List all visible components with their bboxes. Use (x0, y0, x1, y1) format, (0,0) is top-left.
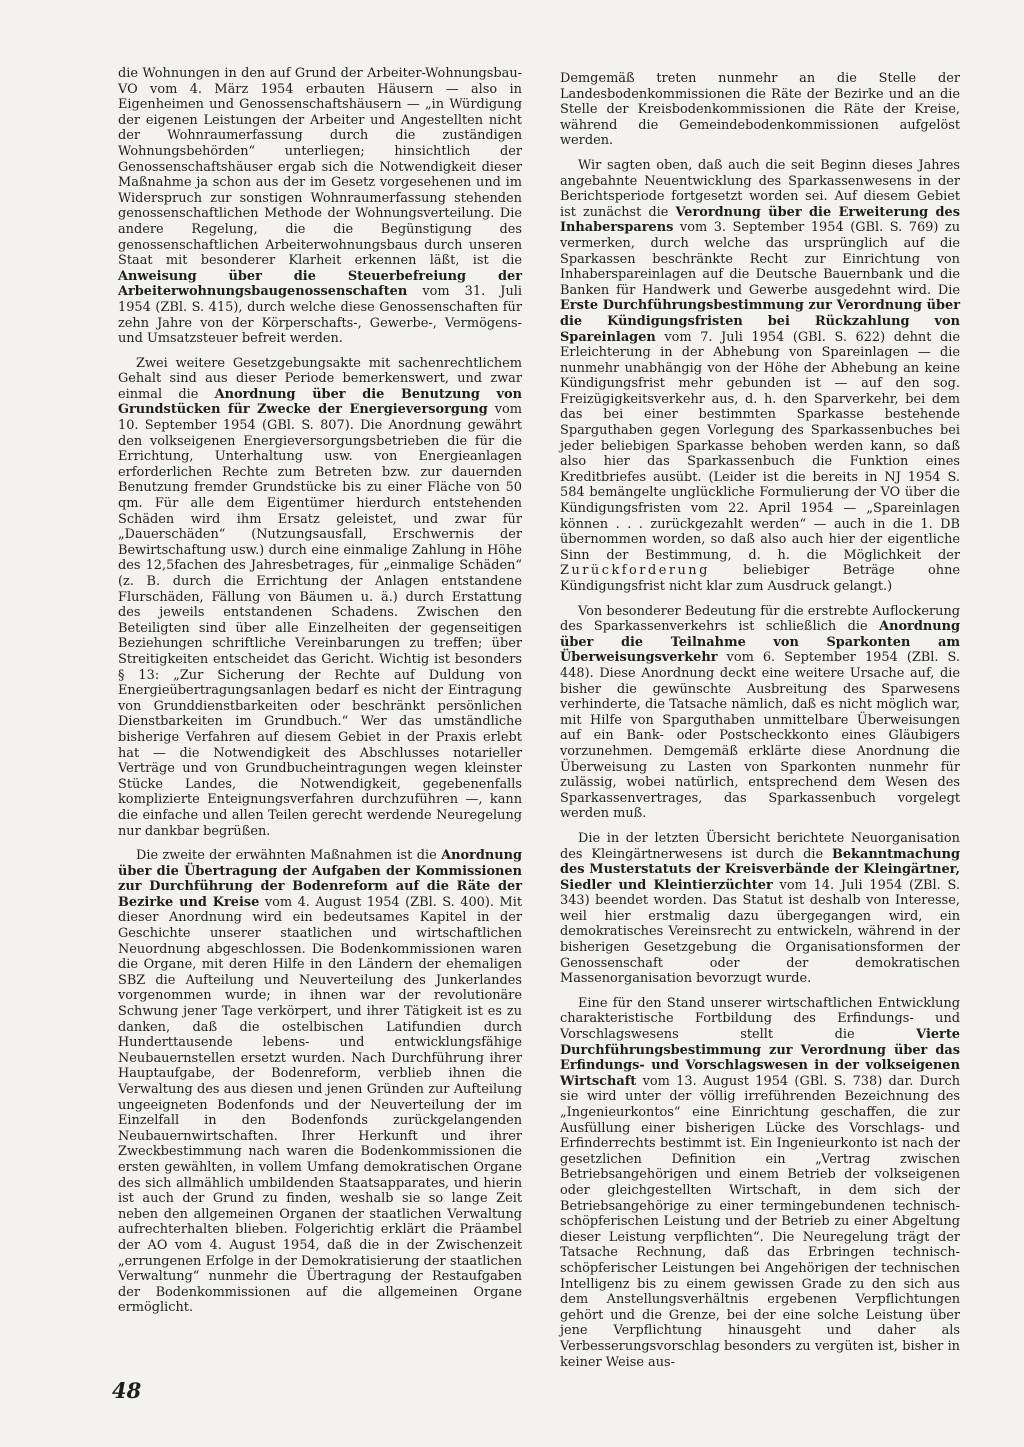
paragraph (118, 356, 522, 839)
text-run: beliebiger Beträge ohne Kündigungsfrist nicht klar zum Ausdruck gelangt.) (560, 563, 960, 594)
text-run: Die zweite der erwähnten Maßnahmen ist die (136, 848, 442, 864)
text-run: vom 31. Juli 1954 (ZBl. S. 415), durch welche diese Genossenschaften für zehn Jahre von der Körperschafts-, Gewerbe-, Vermögens- und Umsatzsteuer befreit werden. (118, 284, 522, 347)
paragraph (118, 66, 522, 347)
text-run: vom 7. Juli 1954 (GBl. S. 622) dehnt die Erleichterung in der Abhebung von Spareinlagen — die nunmehr unabhängig von der Höhe der Abhebung an keine Kündigungsfrist mehr gebunden ist — auf den sog. Freizügigkeitsverkehr aus, d. h. den Sparverkehr, bei dem das bei einer bestimmten Sparkasse bestehende Sparguthaben gegen Vorlegung des Sparkassenbuches bei jeder beliebigen Sparkasse behoben werden kann, so daß also hier das Sparkassenbuch die Funktion eines Kreditbriefes ausübt. (Leider ist die bereits in NJ 1954 S. 584 bemängelte unglückliche Formulierung der VO über die Kündigungsfristen vom 22. April 1954 — „Spareinlagen können . . . zurückgezahlt werden“ — auch in die 1. DB übernommen worden, so daß also auch hier der eigentliche Sinn der Bestimmung, d. h. die Möglichkeit der (560, 329, 960, 563)
text-run: vom 10. September 1954 (GBl. S. 807). Die Anordnung gewährt den volkseigenen Energieversorgungsbetrieben die für die Errichtung, Unterhaltung usw. von Energieanlagen erforderlichen Rechte zum Betreten bzw. zur dauernden Benutzung fremder Grundstücke bis zu einer Fläche von 50 qm. Für alle dem Eigentümer hierdurch entstehenden Schäden wird ihm Ersatz geleistet, und zwar für „Dauerschäden“ (Nutzungsausfall, Erschwernis der Bewirtschaftung usw.) durch eine einmalige Zahlung in Höhe des 12,5fachen des Jahresbetrages, für „einmalige Schäden“ (z. B. durch die Errichtung der Anlagen entstandene Flurschäden, Fällung von Bäumen u. ä.) durch Erstattung des jeweils entstandenen Schadens. Zwischen den Beteiligten sind über alle Einzelheiten der gegenseitigen Beziehungen schriftliche Vereinbarungen zu treffen; über Streitigkeiten entscheidet das Gericht. Wichtig ist besonders § 13: „Zur Sicherung der Rechte auf Duldung von Energieübertragungsanlagen bedarf es nicht der Eintragung von Grunddienstbarkeiten oder beschränkt persönlichen Dienstbarkeiten im Grundbuch.“ Wer das umständliche bisherige Verfahren auf diesem Gebiet in der Praxis erlebt hat — die Notwendigkeit des Abschlusses notarieller Verträge und von Grundbucheintragungen wegen kleinster Stücke Landes, die Notwendigkeit, gegebenenfalls komplizierte Enteignungsverfahren durchzuführen —, kann die einfache und allen Teilen gerecht werdende Neuregelung nur dankbar begrüßen. (118, 402, 522, 839)
text-run: vom 3. September 1954 (GBl. S. 769) zu vermerken, durch welche das ursprünglich auf die Sparkassen beschränkte Recht zur Einrichtung von Inhaberspareinlagen auf die Deutsche Bauernbank und die Banken für Handwerk und Gewerbe ausgedehnt wird. Die (560, 220, 960, 298)
text-run: vom 4. August 1954 (ZBl. S. 400). Mit dieser Anordnung wird ein bedeutsames Kapitel in der Geschichte unserer staatlichen und wirtschaftlichen Neuordnung abgeschlossen. Die Bodenkommissionen waren die Organe, mit deren Hilfe in den Ländern der ehemaligen SBZ die Aufteilung und Neuverteilung des Junkerlandes vorgenommen wurde; in ihnen war der revolutionäre Schwung jener Tage verkörpert, und ihrer Tätigkeit ist es zu danken, daß die ostelbischen Latifundien durch Hunderttausende lebens- und entwicklungsfähige Neubauernstellen ersetzt wurden. Nach Durchführung ihrer Hauptaufgabe, der Bodenreform, verblieb ihnen die Verwaltung des aus diesen und jenen Gründen zur Aufteilung ungeeigneten Bodenfonds und der Neuverteilung der im Einzelfall in den Bodenfonds zurückgelangenden Neubauernwirtschaften. Ihrer Herkunft und ihrer Zweckbestimmung nach waren die Bodenkommissionen die ersten gewählten, in vollem Umfang demokratischen Organe des sich allmählich umbildenden Staatsapparates, und hierin ist auch der Grund zu finden, weshalb sie so lange Zeit neben den allgemeinen Organen der staatlichen Verwaltung aufrechterhalten blieben. Folgerichtig erklärt die Präambel der AO vom 4. August 1954, daß die in der Zwischenzeit „errungenen Erfolge in der Demokratisierung der staatlichen Verwaltung“ nunmehr die Übertragung der Restaufgaben der Bodenkommissionen auf die allgemeinen Organe ermöglicht. (118, 894, 522, 1316)
spaced-emphasis: Zurückforderung (560, 563, 710, 579)
paragraph (560, 158, 960, 595)
bold-title: Anordnung über die Übertragung der Aufgaben der Kommissionen zur Durchführung der Bodenreform auf die Räte der Bezirke und Kreise (118, 848, 522, 910)
text-run: vom 14. Juli 1954 (ZBl. S. 343) beendet worden. Das Statut ist deshalb von Interesse, weil hier erstmalig dazu übergegangen wird, ein demokratisches Vereinsrecht zu entwickeln, während in der bisherigen Gesetzgebung die Organisationsformen der Genossenschaft oder der demokratischen Massenorganisation bevorzugt wurde. (560, 877, 960, 987)
bold-title: Anweisung über die Steuerbefreiung der Arbeiterwohnungsbaugenossenschaften (118, 268, 522, 300)
bold-title: Erste Durchführungsbestimmung zur Verordnung über die Kündigungsfristen bei Rückzahlung von Spareinlagen (560, 298, 960, 345)
bold-title: Verordnung über die Erweiterung des Inhabersparens (560, 204, 960, 236)
bold-title: Bekanntmachung des Musterstatuts der Kreisverbände der Kleingärtner, Siedler und Kleintierzüchter (560, 846, 960, 893)
text-run: Eine für den Stand unserer wirtschaftlichen Entwicklung charakteristische Fortbildung des Erfindungs- und Vorschlagswesens stellt die (560, 995, 960, 1043)
text-run: Zwei weitere Gesetzgebungsakte mit sachenrechtlichem Gehalt sind aus dieser Periode bemerkenswert, und zwar einmal die (118, 355, 522, 402)
paragraph: Demgemäß treten nunmehr an die Stelle der Landesbodenkommissionen die Räte der Bezirke und an die Stelle der Kreisbodenkommissionen die Räte der Kreise, während die Gemeindebodenkommissionen aufgelöst werden. (560, 71, 960, 149)
text-run: Von besonderer Bedeutung für die erstrebte Auflockerung des Sparkassenverkehrs ist schließlich die (560, 603, 960, 635)
text-run: die Wohnungen in den auf Grund der Arbeiter-Wohnungsbau-VO vom 4. März 1954 erbauten Häusern — also in Eigenheimen und Genossenschaftshäusern — „in Würdigung der eigenen Leistungen der Arbeiter und Angestellten nicht der Wohnraumerfassung durch die zuständigen Wohnungsbehörden“ unterliegen; hinsichtlich der Genossenschaftshäuser ergab sich die Notwendigkeit dieser Maßnahme ja schon aus der im Gesetz vorgesehenen und im Widerspruch zur sonstigen Wohnraumerfassung stehenden genossenschaftlichen Methode der Wohnungsverteilung. Die andere Regelung, die die Begünstigung des genossenschaftlichen Arbeiterwohnungsbaus durch unseren Staat mit besonderer Klarheit erkennen läßt, ist die (118, 66, 522, 269)
text-run: Die in der letzten Übersicht berichtete Neuorganisation des Kleingärtnerwesens ist durch die (560, 830, 960, 862)
text-run: Wir sagten oben, daß auch die seit Beginn dieses Jahres angebahnte Neuentwicklung des Sparkassenwesens in der Berichtsperiode fortgesetzt worden sei. Auf diesem Gebiet ist zunächst die (560, 157, 960, 220)
page-number: 48 (112, 1378, 142, 1403)
bold-title: Anordnung über die Teilnahme von Sparkonten am Überweisungsverkehr (560, 619, 960, 666)
bold-title: Anordnung über die Benutzung von Grundstücken für Zwecke der Energieversorgung (118, 386, 522, 418)
right-column (560, 71, 960, 1379)
paragraph (560, 996, 960, 1370)
left-column (118, 66, 522, 1325)
bold-title: Vierte Durchführungsbestimmung zur Verordnung über das Erfindungs- und Vorschlagswesen in der volkseigenen Wirtschaft (560, 1027, 960, 1089)
paragraph (118, 848, 522, 1316)
paragraph (560, 604, 960, 822)
text-run: vom 6. September 1954 (ZBl. S. 448). Diese Anordnung deckt eine weitere Ursache auf, die bisher die gewünschte Ausbreitung des Sparwesens verhinderte, die Tatsache nämlich, daß es nicht möglich war, mit Hilfe von Sparguthaben unmittelbare Überweisungen auf ein Bank- oder Postscheckkonto eines Gläubigers vorzunehmen. Demgemäß erklärte diese Anordnung die Überweisung zu Lasten von Sparkonten nunmehr für zulässig, wobei natürlich, entsprechend dem Wesen des Sparkassenvertrages, das Sparkassenbuch vorgelegt werden muß. (560, 650, 960, 822)
paragraph (560, 831, 960, 987)
text-run: vom 13. August 1954 (GBl. S. 738) dar. Durch sie wird unter der völlig irreführenden Bezeichnung des „Ingenieurkontos“ eine Einrichtung geschaffen, die zur Ausfüllung einer bisherigen Lücke des Vorschlags- und Erfinderrechts bestimmt ist. Ein Ingenieurkonto ist nach der gesetzlichen Definition ein „Vertrag zwischen Betriebsangehörigen und einem Betrieb der volkseigenen oder gleichgestellten Wirtschaft, in dem sich der Betriebsangehörige zu einer termingebundenen technisch-schöpferischen Leistung und der Betrieb zu einer Abgeltung dieser Leistung verpflichten“. Die Neuregelung trägt der Tatsache Rechnung, daß das Erbringen technisch-schöpferischer Leistungen bei Angehörigen der technischen Intelligenz bis zu einem gewissen Grade zu den sich aus dem Anstellungsverhältnis ergebenen Verpflichtungen gehört und die Grenze, bei der eine solche Leistung über jene Verpflichtung hinausgeht und daher als Verbesserungsvorschlag besonders zu vergüten ist, bisher in keiner Weise aus- (560, 1073, 960, 1370)
